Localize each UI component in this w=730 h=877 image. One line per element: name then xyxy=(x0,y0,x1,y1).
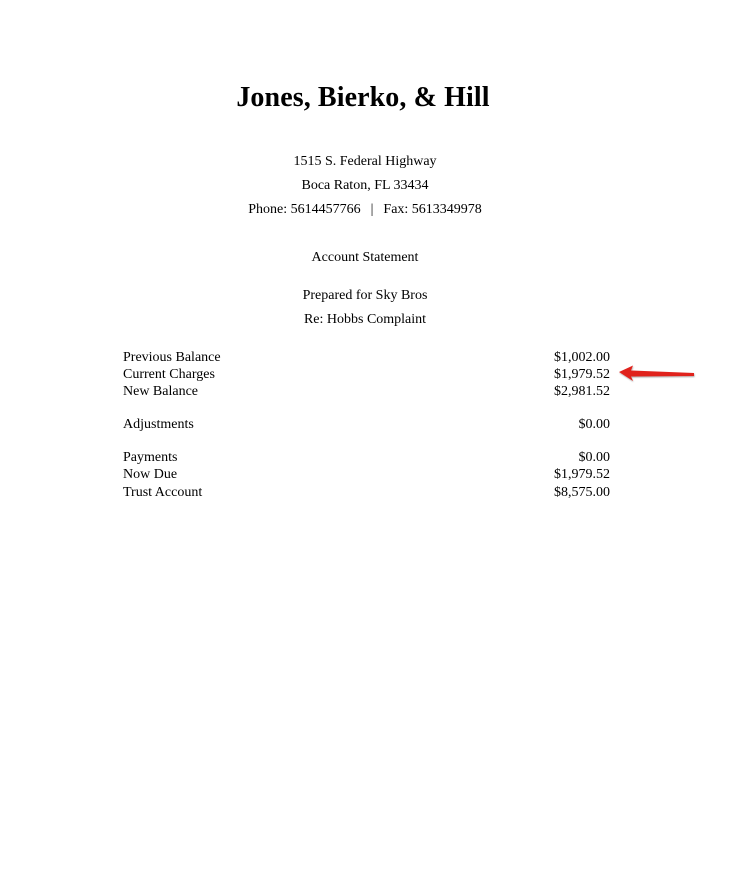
line-new-balance xyxy=(123,383,610,400)
line-payments xyxy=(123,449,610,466)
statement-title: Account Statement xyxy=(311,250,419,265)
prepared-for: Prepared for Sky Bros xyxy=(302,288,428,303)
firm-address-city: Boca Raton, FL 33434 xyxy=(301,178,429,193)
line-amount: $1,002.00 xyxy=(554,350,610,365)
firm-fax: Fax: 5613349978 xyxy=(383,202,482,217)
line-amount: $1,979.52 xyxy=(554,467,610,482)
line-label: Previous Balance xyxy=(123,350,221,365)
line-label: Adjustments xyxy=(123,417,194,432)
line-label: Now Due xyxy=(123,467,178,482)
line-amount: $1,979.52 xyxy=(554,367,610,382)
line-label: Current Charges xyxy=(123,367,215,382)
line-amount: $0.00 xyxy=(578,417,610,432)
contact-separator: | xyxy=(370,202,374,217)
line-amount: $8,575.00 xyxy=(554,485,610,500)
firm-address-street: 1515 S. Federal Highway xyxy=(293,154,437,169)
line-previous-balance xyxy=(123,349,610,366)
line-now-due xyxy=(123,466,610,483)
line-label: Trust Account xyxy=(123,485,203,500)
firm-name: Jones, Bierko, & Hill xyxy=(236,82,490,113)
regarding: Re: Hobbs Complaint xyxy=(303,312,427,327)
line-amount: $0.00 xyxy=(578,450,610,465)
firm-contact xyxy=(0,201,730,219)
line-label: New Balance xyxy=(123,384,199,399)
line-label: Payments xyxy=(123,450,178,465)
line-current-charges xyxy=(123,366,610,383)
line-trust-account xyxy=(123,484,610,501)
line-adjustments xyxy=(123,416,610,433)
firm-phone: Phone: 5614457766 xyxy=(248,202,361,217)
left-arrow-icon xyxy=(615,363,699,385)
line-amount: $2,981.52 xyxy=(554,384,610,399)
